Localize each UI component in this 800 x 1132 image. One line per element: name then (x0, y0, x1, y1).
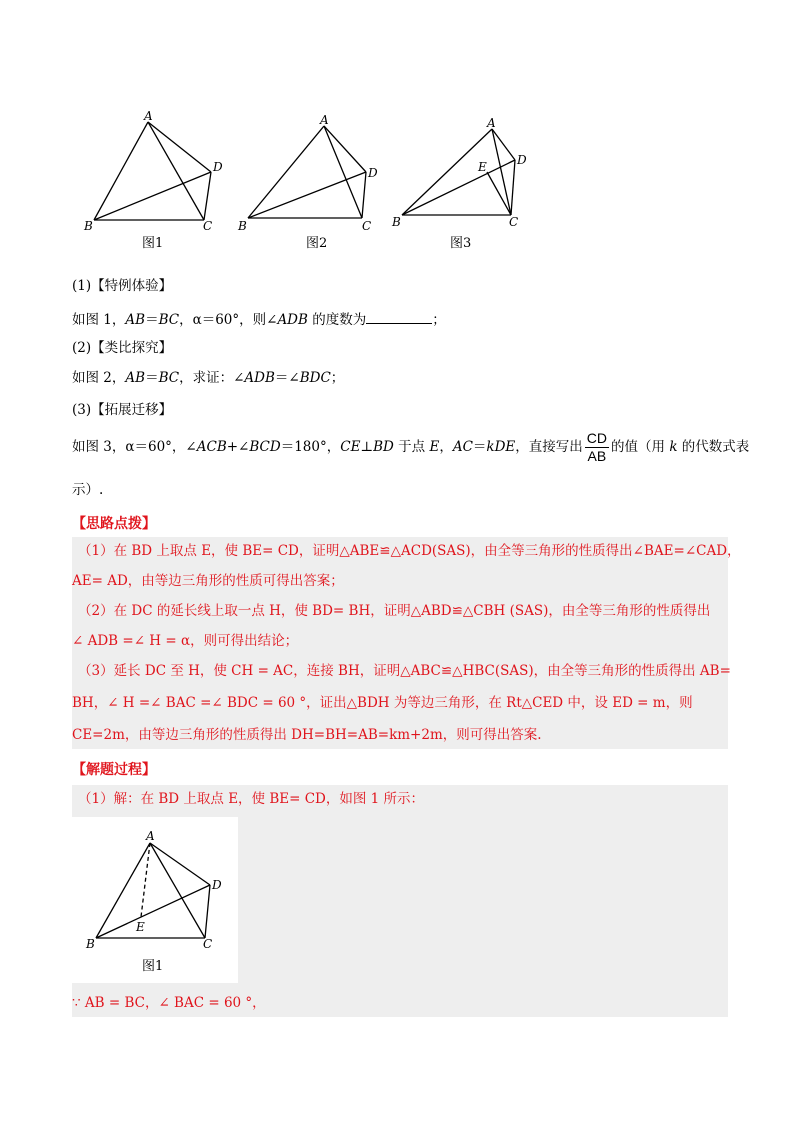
answer-blank[interactable] (366, 309, 432, 324)
solution-line-1: （1）解：在 BD 上取点 E，使 BE= CD，如图 1 所示： (78, 791, 425, 807)
question-3-heading: (3)【拓展迁移】 (72, 402, 173, 418)
figure-3-caption: 图3 (450, 236, 472, 251)
figure-1 (80, 108, 230, 251)
figure-3 (390, 114, 540, 250)
label-C: C (509, 215, 519, 229)
fraction-cd-ab: $\frac{CD}{AB}$ (586, 430, 608, 464)
question-3-text-cont: 示）. (72, 482, 104, 498)
figure-2 (236, 108, 386, 251)
solution-header: 【解题过程】 (72, 762, 156, 778)
label-A: A (146, 829, 155, 843)
solution-figure-caption: 图1 (142, 959, 164, 974)
solution-line-last: ∵ AB = BC，∠ BAC = 60 °， (72, 995, 266, 1011)
hint-line-6: BH，∠ H =∠ BAC =∠ BDC = 60 °，证出△BDH 为等边三角形，在 Rt△CED 中，设 ED = m，则 (72, 695, 693, 711)
figure-2-drawing (236, 108, 386, 233)
hint-line-1: （1）在 BD 上取点 E，使 BE= CD，证明△ABE≌△ACD(SAS)，由全等三角形的性质得出∠BAE=∠CAD， (78, 543, 741, 559)
figure-2-caption: 图2 (306, 236, 328, 251)
question-2-heading: (2)【类比探究】 (72, 340, 173, 356)
hint-line-3: （2）在 DC 的延长线上取一点 H，使 BD= BH，证明△ABD≌△CBH (SAS)，由全等三角形的性质得出 (78, 603, 711, 619)
label-B: B (86, 937, 95, 951)
figure-1-caption: 图1 (142, 236, 164, 251)
question-1-heading: (1)【特例体验】 (72, 278, 173, 294)
label-B: B (238, 219, 247, 233)
label-E: E (478, 160, 487, 174)
label-C: C (203, 219, 213, 233)
label-C: C (203, 937, 213, 951)
figure-3-drawing (390, 114, 540, 234)
question-2-text: 如图 2，AB＝BC，求证：∠ADB＝∠BDC； (72, 370, 345, 386)
solution-box (72, 785, 728, 1017)
label-A: A (487, 116, 496, 130)
label-D: D (213, 160, 223, 174)
label-E: E (136, 920, 145, 934)
label-B: B (84, 219, 93, 233)
hint-line-2: AE= AD，由等边三角形的性质可得出答案； (72, 573, 344, 589)
label-D: D (368, 166, 378, 180)
label-D: D (212, 878, 222, 892)
hint-box (72, 537, 741, 749)
label-D: D (517, 153, 527, 167)
hint-line-4: ∠ ADB =∠ H = α，则可得出结论； (72, 633, 299, 649)
label-A: A (144, 109, 153, 123)
solution-figure-drawing (72, 817, 238, 967)
label-A: A (320, 113, 329, 127)
hint-line-7: CE=2m，由等边三角形的性质得出 DH=BH=AB=km+2m，则可得出答案. (72, 727, 542, 743)
solution-figure (72, 817, 238, 983)
label-C: C (362, 219, 372, 233)
figure-1-drawing (80, 108, 230, 233)
hint-header: 【思路点拨】 (72, 516, 156, 532)
label-B: B (392, 215, 401, 229)
question-1-text: 如图 1，AB＝BC，α＝60°，则∠ADB 的度数为 ； (72, 309, 446, 330)
question-3-text: 如图 3，α＝60°，∠ACB+∠BCD＝180°，CE⊥BD 于点 E，AC＝kDE，直接写出 $\frac{CD}{AB}$ 的值（用 k 的代数式表 (72, 430, 750, 464)
hint-line-5: （3）延长 DC 至 H，使 CH = AC，连接 BH，证明△ABC≌△HBC(SAS)，由全等三角形的性质得出 AB= (78, 663, 731, 679)
